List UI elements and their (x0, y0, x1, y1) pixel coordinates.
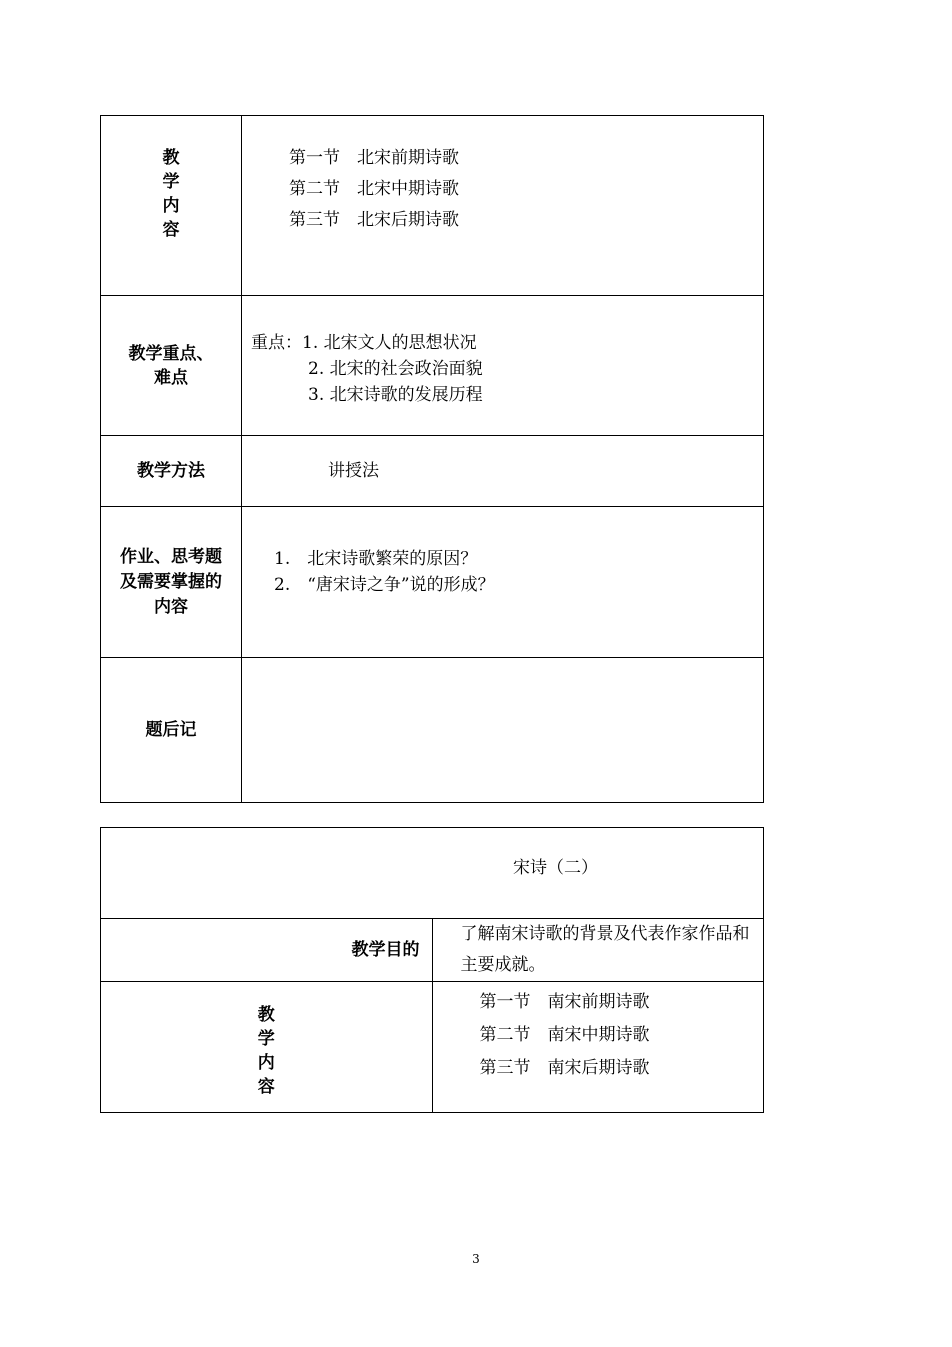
key-points-label-line: 教学重点、 (128, 343, 214, 364)
content-label-char: 容 (162, 219, 180, 240)
content-item: 第一节 南宋前期诗歌 (479, 992, 650, 1012)
key-point-item (251, 330, 763, 356)
goal-row (101, 919, 764, 982)
method-label: 教学方法 (101, 436, 242, 507)
homework-row (101, 507, 764, 658)
content-label-char: 教 (162, 147, 180, 168)
notes-body (242, 658, 764, 803)
content-label-char: 内 (257, 1053, 275, 1073)
homework-label-line: 内容 (154, 596, 188, 617)
content-label-char: 学 (162, 171, 180, 192)
title-row (101, 828, 764, 919)
content-label-char: 学 (257, 1029, 275, 1049)
homework-label-line: 及需要掌握的 (120, 571, 222, 592)
homework-item: 2. “唐宋诗之争”说的形成？ (274, 575, 495, 595)
content-body-2 (432, 982, 764, 1113)
method-value: 讲授法 (242, 436, 764, 507)
content-label (101, 116, 242, 296)
lesson-table-1 (100, 115, 764, 803)
notes-row (101, 658, 764, 803)
content-label-char: 教 (257, 1005, 275, 1025)
content-item: 第三节 南宋后期诗歌 (479, 1058, 650, 1078)
content-label-char: 内 (162, 195, 180, 216)
key-points-prefix: 重点： (251, 332, 302, 353)
key-points-body (242, 296, 764, 436)
goal-label: 教学目的 (101, 919, 433, 982)
lesson-title: 宋诗（二） (101, 828, 764, 919)
content-item: 第一节 北宋前期诗歌 (289, 148, 459, 168)
key-point-item: 2. 北宋的社会政治面貌 (308, 358, 483, 379)
homework-label (101, 507, 242, 658)
content-row-2 (101, 982, 764, 1113)
key-point-item: 3. 北宋诗歌的发展历程 (308, 384, 483, 405)
content-item: 第二节 南宋中期诗歌 (479, 1025, 650, 1045)
homework-body (242, 507, 764, 658)
content-row (101, 116, 764, 296)
content-label-2 (101, 982, 433, 1113)
homework-label-line: 作业、思考题 (120, 546, 222, 567)
goal-value: 了解南宋诗歌的背景及代表作家作品和主要成就。 (432, 919, 764, 982)
page-number: 3 (472, 1252, 480, 1266)
key-point-text: 1. 北宋文人的思想状况 (302, 332, 477, 353)
key-points-row (101, 296, 764, 436)
content-item: 第三节 北宋后期诗歌 (289, 210, 459, 230)
lesson-table-2 (100, 827, 764, 1113)
content-label-char: 容 (257, 1077, 275, 1097)
key-points-label (101, 296, 242, 436)
method-row (101, 436, 764, 507)
key-points-label-line: 难点 (154, 367, 188, 388)
homework-item: 1. 北宋诗歌繁荣的原因？ (274, 549, 478, 569)
notes-label: 题后记 (101, 658, 242, 803)
content-body (242, 116, 764, 296)
content-item: 第二节 北宋中期诗歌 (289, 179, 459, 199)
